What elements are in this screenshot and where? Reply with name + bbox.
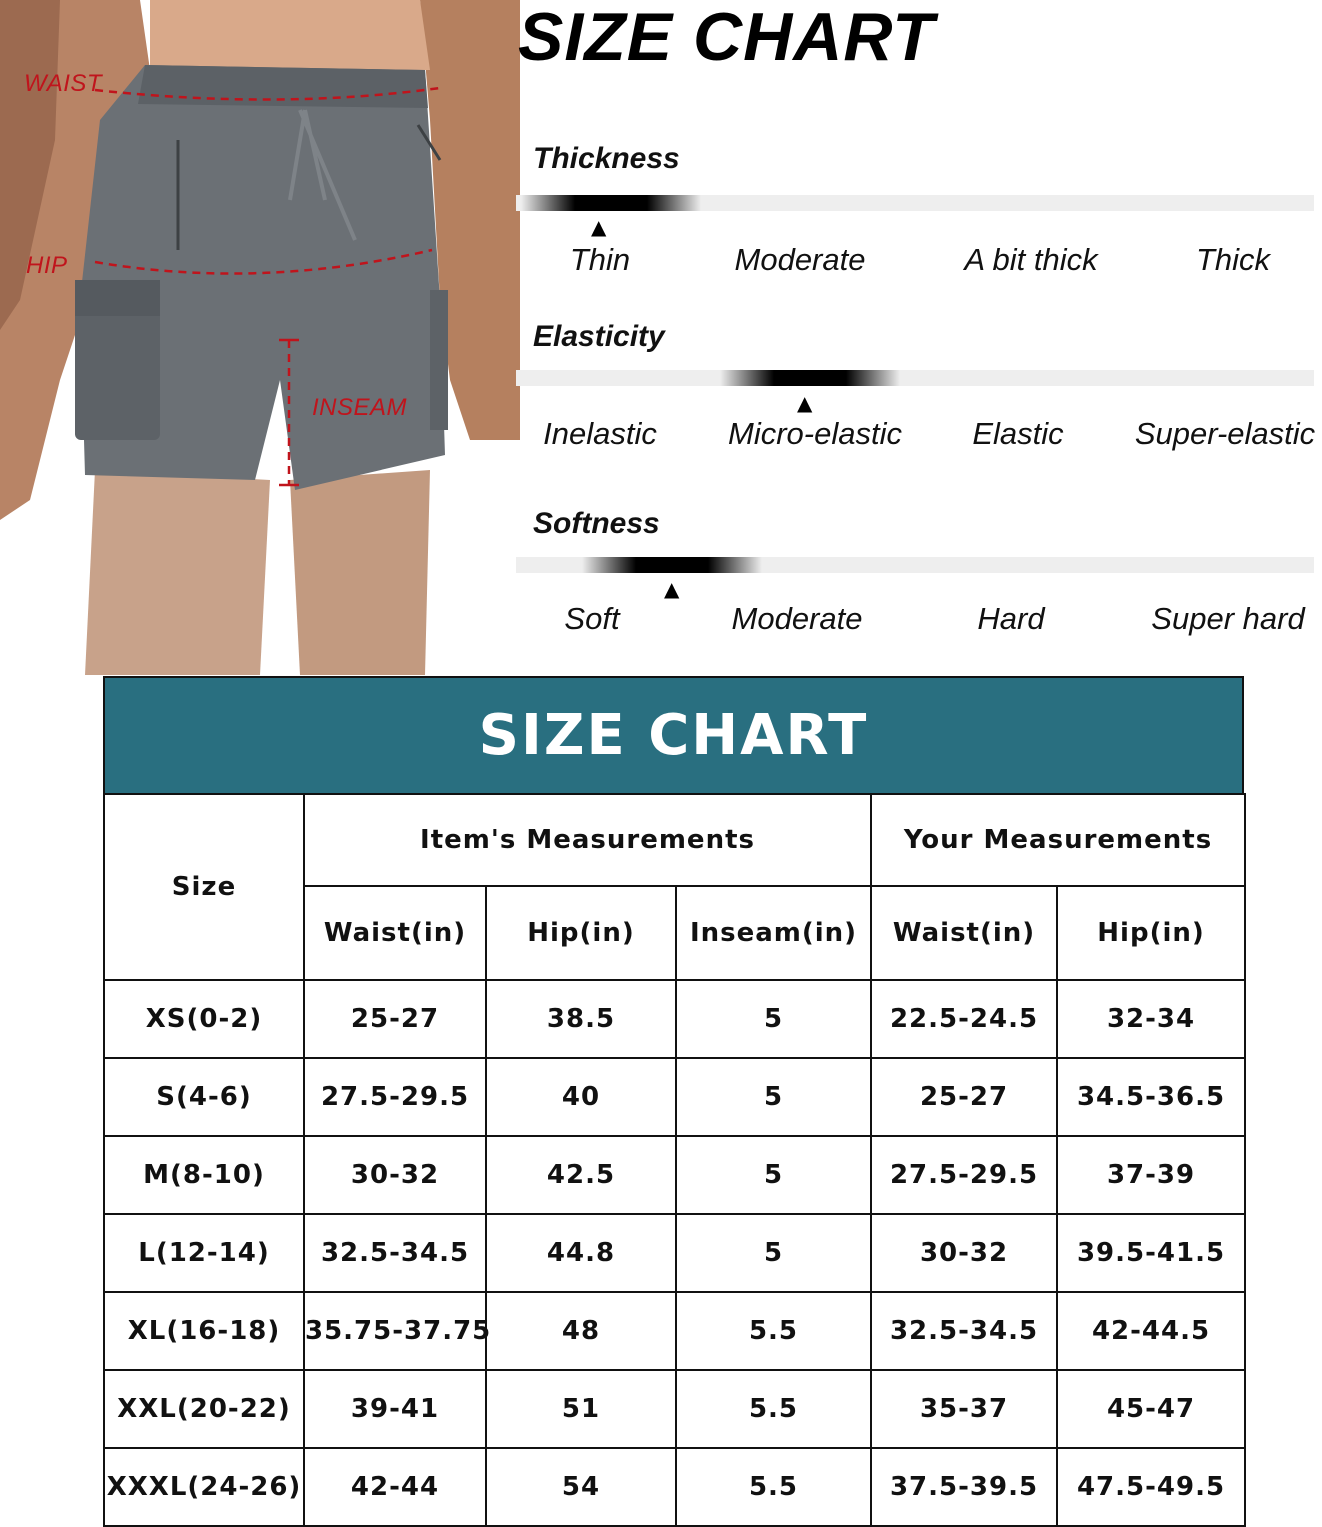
thickness-option-thick: Thick bbox=[1195, 242, 1271, 277]
softness-marker bbox=[582, 557, 762, 573]
table-cell: 5 bbox=[676, 980, 871, 1058]
size-cell: XL(16-18) bbox=[104, 1292, 304, 1370]
size-table-container bbox=[103, 676, 1244, 1527]
item-measurements-header: Item's Measurements bbox=[304, 794, 871, 886]
softness-scale bbox=[516, 557, 1314, 573]
size-cell: S(4-6) bbox=[104, 1058, 304, 1136]
table-row bbox=[104, 980, 1245, 1058]
table-cell: 27.5-29.5 bbox=[871, 1136, 1057, 1214]
size-cell: XS(0-2) bbox=[104, 980, 304, 1058]
item-inseam-header: Inseam(in) bbox=[676, 886, 871, 980]
elasticity-option-inelastic: Inelastic bbox=[543, 416, 657, 451]
your-hip-header: Hip(in) bbox=[1057, 886, 1245, 980]
table-cell: 5.5 bbox=[676, 1292, 871, 1370]
elasticity-option-elastic: Elastic bbox=[972, 416, 1064, 451]
size-cell: XXXL(24-26) bbox=[104, 1448, 304, 1526]
table-cell: 45-47 bbox=[1057, 1370, 1245, 1448]
table-cell: 47.5-49.5 bbox=[1057, 1448, 1245, 1526]
hip-label: HIP bbox=[26, 252, 68, 279]
elasticity-title: Elasticity bbox=[533, 320, 665, 353]
thickness-option-a-bit-thick: A bit thick bbox=[964, 242, 1098, 277]
softness-pointer-icon: ▲ bbox=[664, 577, 680, 601]
table-cell: 5 bbox=[676, 1214, 871, 1292]
softness-option-soft: Soft bbox=[564, 601, 620, 636]
shorts-illustration bbox=[0, 0, 520, 675]
thickness-pointer-icon: ▲ bbox=[591, 215, 607, 239]
thickness-title: Thickness bbox=[533, 142, 680, 175]
page-title: SIZE CHART bbox=[518, 0, 935, 75]
elasticity-option-micro-elastic: Micro-elastic bbox=[728, 416, 902, 451]
size-cell: L(12-14) bbox=[104, 1214, 304, 1292]
table-cell: 32.5-34.5 bbox=[871, 1292, 1057, 1370]
table-row bbox=[104, 1058, 1245, 1136]
product-photo bbox=[0, 0, 520, 675]
size-table bbox=[103, 793, 1246, 1527]
table-cell: 5.5 bbox=[676, 1370, 871, 1448]
size-cell: XXL(20-22) bbox=[104, 1370, 304, 1448]
item-waist-header: Waist(in) bbox=[304, 886, 486, 980]
table-row bbox=[104, 1136, 1245, 1214]
table-cell: 44.8 bbox=[486, 1214, 676, 1292]
table-row bbox=[104, 1292, 1245, 1370]
table-cell: 39-41 bbox=[304, 1370, 486, 1448]
thickness-option-thin: Thin bbox=[569, 242, 631, 277]
table-cell: 37-39 bbox=[1057, 1136, 1245, 1214]
table-cell: 30-32 bbox=[304, 1136, 486, 1214]
elasticity-scale bbox=[516, 370, 1314, 386]
table-cell: 39.5-41.5 bbox=[1057, 1214, 1245, 1292]
table-cell: 40 bbox=[486, 1058, 676, 1136]
size-column-header: Size bbox=[104, 794, 304, 980]
softness-title: Softness bbox=[533, 507, 660, 540]
thickness-marker bbox=[521, 195, 701, 211]
table-cell: 42-44 bbox=[304, 1448, 486, 1526]
table-cell: 30-32 bbox=[871, 1214, 1057, 1292]
item-hip-header: Hip(in) bbox=[486, 886, 676, 980]
size-cell: M(8-10) bbox=[104, 1136, 304, 1214]
table-cell: 35.75-37.75 bbox=[304, 1292, 486, 1370]
your-measurements-header: Your Measurements bbox=[871, 794, 1245, 886]
table-cell: 48 bbox=[486, 1292, 676, 1370]
elasticity-pointer-icon: ▲ bbox=[797, 391, 813, 415]
size-table-banner bbox=[103, 676, 1244, 793]
thickness-scale bbox=[516, 195, 1314, 211]
table-cell: 5 bbox=[676, 1058, 871, 1136]
table-cell: 42-44.5 bbox=[1057, 1292, 1245, 1370]
your-waist-header: Waist(in) bbox=[871, 886, 1057, 980]
table-cell: 51 bbox=[486, 1370, 676, 1448]
softness-option-moderate: Moderate bbox=[731, 601, 863, 636]
table-cell: 25-27 bbox=[304, 980, 486, 1058]
table-cell: 32.5-34.5 bbox=[304, 1214, 486, 1292]
table-row bbox=[104, 1214, 1245, 1292]
softness-option-super-hard: Super hard bbox=[1151, 601, 1305, 636]
elasticity-marker bbox=[720, 370, 900, 386]
softness-option-hard: Hard bbox=[977, 601, 1045, 636]
table-row bbox=[104, 1448, 1245, 1526]
table-cell: 27.5-29.5 bbox=[304, 1058, 486, 1136]
table-cell: 22.5-24.5 bbox=[871, 980, 1057, 1058]
table-cell: 54 bbox=[486, 1448, 676, 1526]
table-row bbox=[104, 1370, 1245, 1448]
table-cell: 35-37 bbox=[871, 1370, 1057, 1448]
table-cell: 25-27 bbox=[871, 1058, 1057, 1136]
waist-label: WAIST bbox=[24, 70, 103, 97]
size-table-title: SIZE CHART bbox=[478, 703, 869, 768]
table-cell: 42.5 bbox=[486, 1136, 676, 1214]
inseam-label: INSEAM bbox=[312, 394, 408, 421]
elasticity-option-super-elastic: Super-elastic bbox=[1134, 416, 1316, 451]
table-header-row bbox=[104, 794, 1245, 886]
table-cell: 5.5 bbox=[676, 1448, 871, 1526]
table-cell: 38.5 bbox=[486, 980, 676, 1058]
thickness-option-moderate: Moderate bbox=[734, 242, 866, 277]
table-cell: 34.5-36.5 bbox=[1057, 1058, 1245, 1136]
table-cell: 37.5-39.5 bbox=[871, 1448, 1057, 1526]
table-cell: 5 bbox=[676, 1136, 871, 1214]
table-cell: 32-34 bbox=[1057, 980, 1245, 1058]
